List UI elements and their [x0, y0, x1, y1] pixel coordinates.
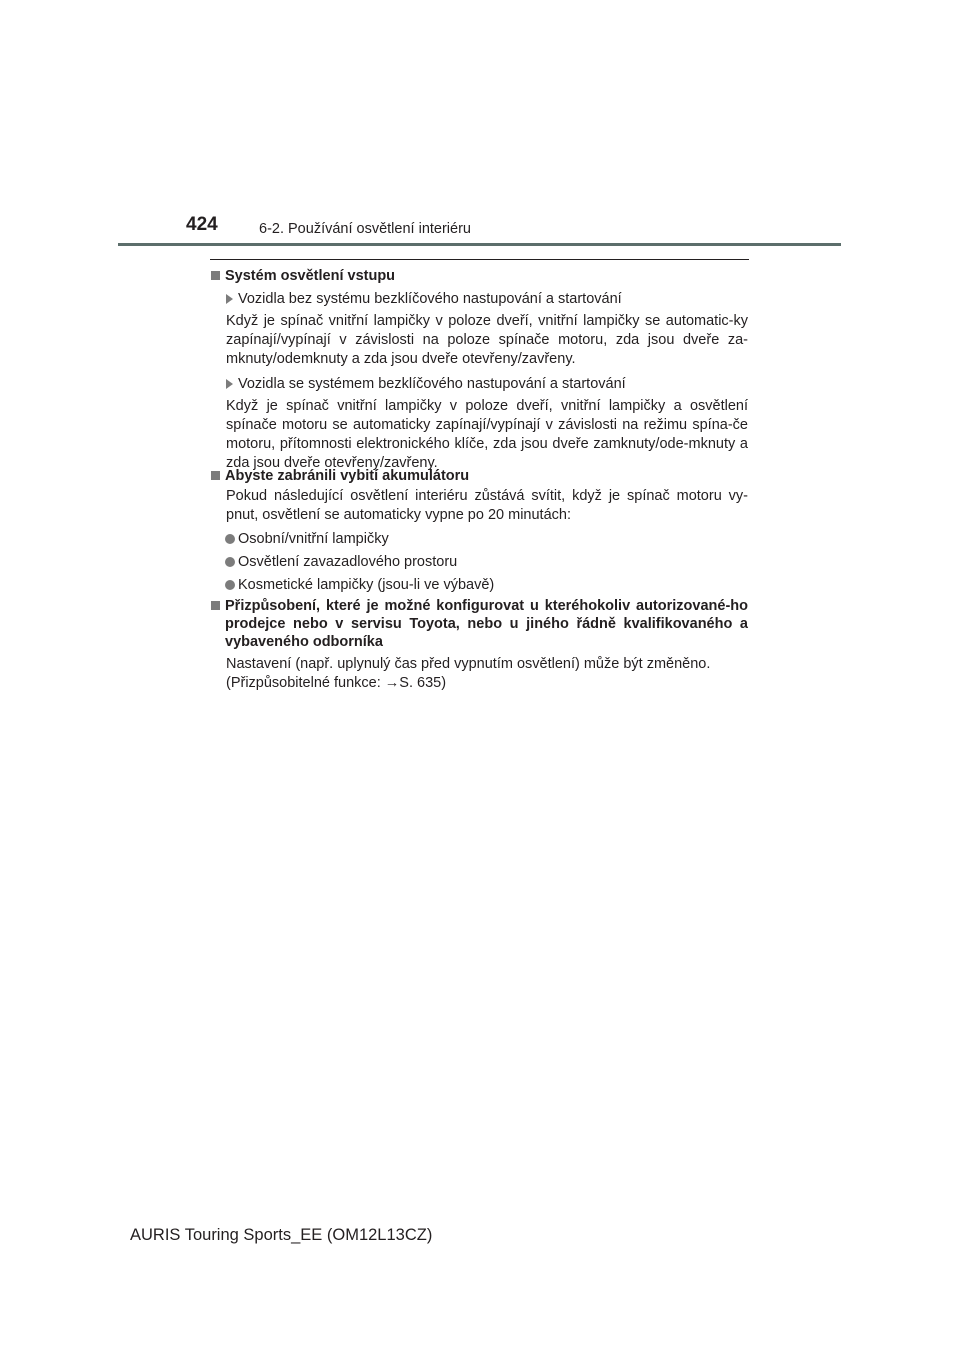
circle-bullet-icon: [225, 534, 235, 544]
subheading-without-keyless: [211, 290, 748, 308]
list-item-text: Kosmetické lampičky (jsou-li ve výbavě): [238, 577, 495, 593]
circle-bullet-icon: [225, 557, 235, 567]
paragraph: Nastavení (např. uplynulý čas před vypnutím osvětlení) může být změněno.: [226, 656, 711, 672]
list-item: [211, 576, 748, 594]
section-title: 6-2. Používání osvětlení interiéru: [259, 221, 471, 237]
section-heading: [211, 597, 748, 651]
triangle-bullet-icon: [226, 294, 233, 304]
section-battery-saver: [211, 467, 748, 594]
cross-reference: (Přizpůsobitelné funkce: →S. 635): [226, 675, 447, 691]
triangle-bullet-icon: [226, 379, 233, 389]
section-heading: [211, 267, 748, 285]
square-bullet-icon: [211, 601, 220, 610]
subheading-text: Vozidla bez systému bezklíčového nastupování a startování: [238, 291, 622, 307]
list-item: [211, 530, 748, 548]
section-entry-lighting: [211, 267, 748, 473]
list-item-text: Osvětlení zavazadlového prostoru: [238, 554, 458, 570]
list-item-text: Osobní/vnitřní lampičky: [238, 531, 389, 547]
square-bullet-icon: [211, 271, 220, 280]
subheading-text: Vozidla se systémem bezklíčového nastupování a startování: [238, 376, 626, 392]
square-bullet-icon: [211, 471, 220, 480]
list-item: [211, 553, 748, 571]
paragraph: Když je spínač vnitřní lampičky v poloze dveří, vnitřní lampičky se automatic-ky zapínají/vypínají v závislosti na poloze spínače motoru, zda jsou dveře za-mknuty/odemknuty a zda jsou dveře otevřeny/zavřeny.: [226, 313, 748, 367]
circle-bullet-icon: [225, 580, 235, 590]
heading-text: Přizpůsobení, které je možné konfigurovat u kteréhokoliv autorizované-ho prodejce nebo v servisu Toyota, nebo u jiného řádně kvalifikovaného a vybaveného odborníka: [225, 598, 748, 650]
paragraph: Když je spínač vnitřní lampičky v poloze dveří, vnitřní lampičky a osvětlení spínače motoru se automaticky zapínají/vypínají v závislosti na režimu spína-če motoru, přítomnosti elektronického klíče, zda jsou dveře zamknuty/ode-mknuty a zda jsou dveře otevřeny/zavřeny.: [226, 398, 748, 471]
content-divider: [210, 259, 749, 260]
section-customization: [211, 597, 748, 693]
heading-text: Abyste zabránili vybití akumulátoru: [225, 468, 470, 484]
section-heading: [211, 467, 748, 485]
heading-text: Systém osvětlení vstupu: [225, 268, 396, 284]
page-number: 424: [186, 214, 218, 235]
paragraph: Pokud následující osvětlení interiéru zůstává svítit, když je spínač motoru vy-pnut, osvětlení se automaticky vypne po 20 minutách:: [226, 488, 748, 523]
header-divider: [118, 243, 841, 246]
subheading-with-keyless: [211, 375, 748, 393]
footer-model-code: AURIS Touring Sports_EE (OM12L13CZ): [130, 1226, 433, 1244]
